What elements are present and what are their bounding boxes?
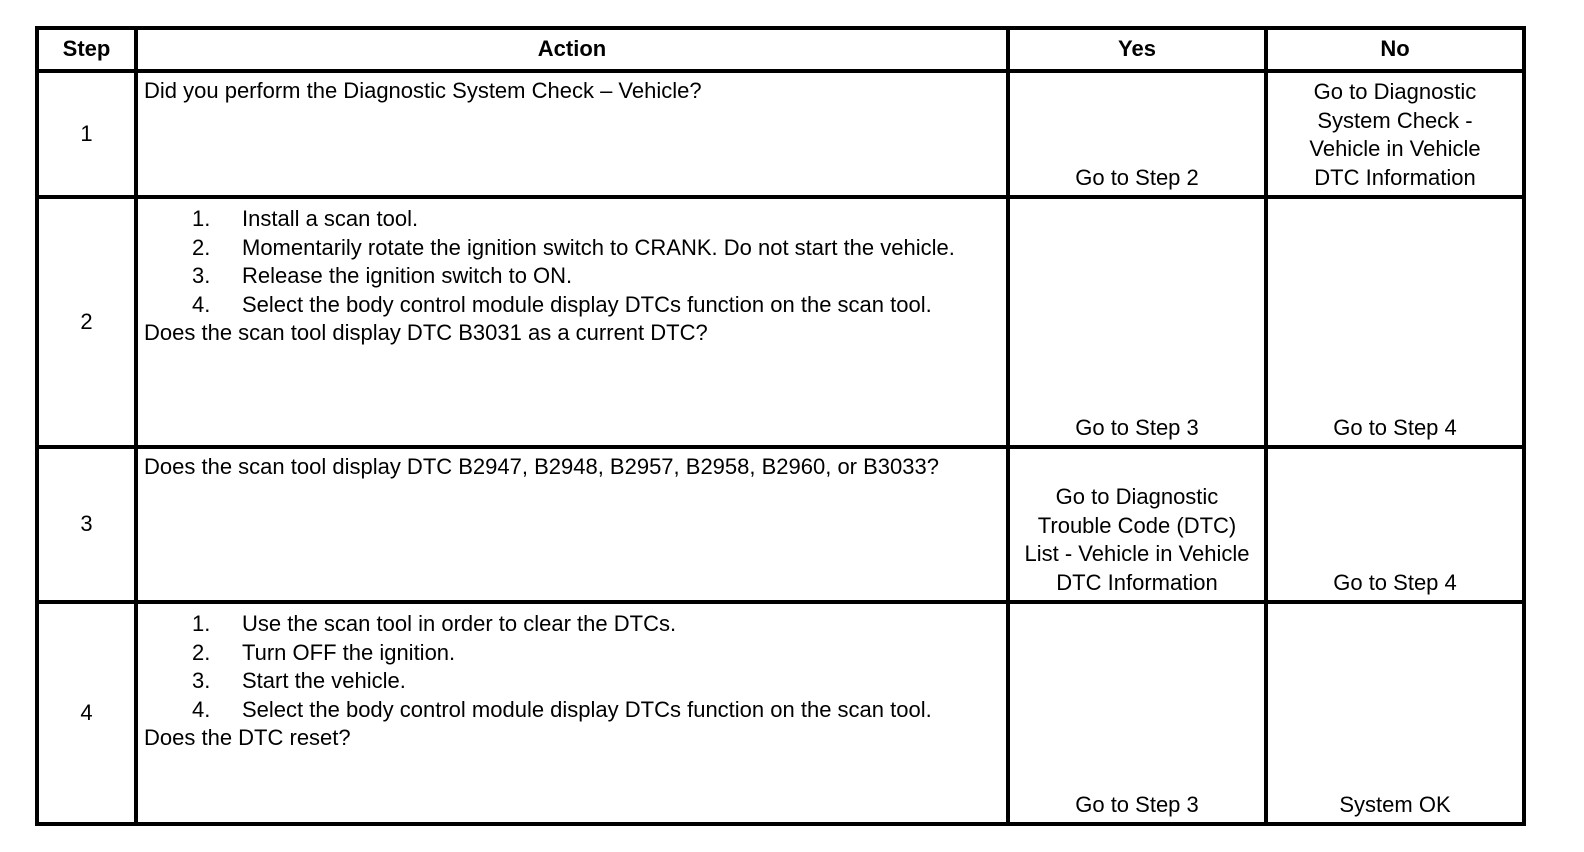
- list-item: 1. Install a scan tool.: [192, 206, 419, 231]
- list-item: 3. Start the vehicle.: [192, 668, 406, 693]
- yes-outcome: Go to Diagnostic Trouble Code (DTC) List - Vehicle in Vehicle DTC Information: [1008, 447, 1266, 602]
- action-question: Does the DTC reset?: [144, 725, 351, 750]
- step-number: 2: [37, 197, 136, 447]
- action-steps-list: [144, 205, 1006, 319]
- no-outcome: Go to Step 4: [1266, 447, 1524, 602]
- no-outcome: Go to Diagnostic System Check - Vehicle in Vehicle DTC Information: [1266, 71, 1524, 197]
- yes-outcome: Go to Step 3: [1008, 197, 1266, 447]
- table-row: [37, 602, 1524, 824]
- header-action: Action: [136, 28, 1008, 71]
- action-cell: [136, 71, 1008, 197]
- action-question: Did you perform the Diagnostic System Check – Vehicle?: [144, 78, 702, 103]
- action-steps-list: [144, 610, 1006, 724]
- action-question: Does the scan tool display DTC B3031 as a current DTC?: [144, 320, 708, 345]
- list-item: 1. Use the scan tool in order to clear the DTCs.: [192, 611, 677, 636]
- diagnostic-table: [35, 26, 1526, 826]
- yes-outcome: Go to Step 2: [1008, 71, 1266, 197]
- header-yes: Yes: [1008, 28, 1266, 71]
- action-cell: [136, 197, 1008, 447]
- no-outcome: System OK: [1266, 602, 1524, 824]
- header-step: Step: [37, 28, 136, 71]
- step-number: 3: [37, 447, 136, 602]
- action-cell: [136, 602, 1008, 824]
- header-no: No: [1266, 28, 1524, 71]
- list-item: 4. Select the body control module display DTCs function on the scan tool.: [192, 291, 932, 317]
- list-item: 2. Turn OFF the ignition.: [192, 639, 456, 665]
- action-cell: [136, 447, 1008, 602]
- list-item: 4. Select the body control module display DTCs function on the scan tool.: [192, 696, 932, 722]
- action-question: Does the scan tool display DTC B2947, B2948, B2957, B2958, B2960, or B3033?: [144, 454, 939, 479]
- step-number: 1: [37, 71, 136, 197]
- list-item: 3. Release the ignition switch to ON.: [192, 263, 573, 288]
- table-row: [37, 197, 1524, 447]
- step-number: 4: [37, 602, 136, 824]
- list-item: 2. Momentarily rotate the ignition switch to CRANK. Do not start the vehicle.: [192, 234, 955, 260]
- header-row: [37, 28, 1524, 71]
- yes-outcome: Go to Step 3: [1008, 602, 1266, 824]
- table-row: [37, 71, 1524, 197]
- no-outcome: Go to Step 4: [1266, 197, 1524, 447]
- table-row: [37, 447, 1524, 602]
